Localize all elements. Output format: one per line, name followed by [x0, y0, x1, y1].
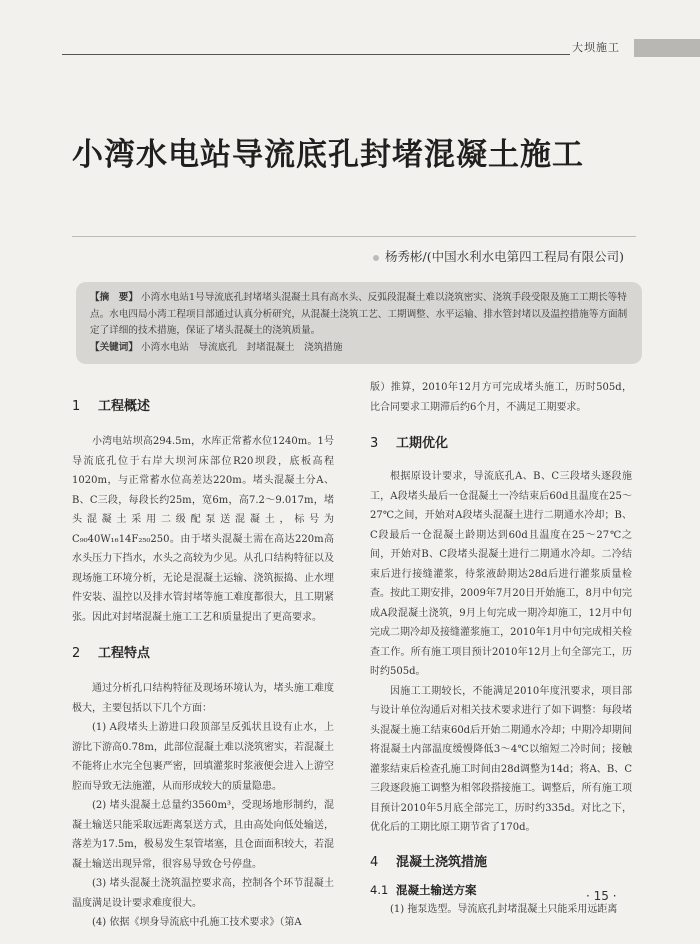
continued-para: 版）推算，2010年12月方可完成堵头施工，历时505d，比合同要求工期滞后约6个月，不满足工期要求。 — [370, 382, 632, 413]
section-3-para-2: 因施工工期较长，不能满足2010年度汛要求，项目部与设计单位沟通后对相关技术要求进行了如下调整：每段堵头混凝土施工结束60d后开始二期通水冷却；中期冷却期间将混凝土内部温度缓慢降低3～4℃以缩短二冷时间；接触灌浆结束后检查孔施工时间由28d调整为14d；将A、B、C三段逐段施工调整为相邻段搭接施工。调整后，所有施工项目预计2010年5月底全部完工，历时约335d。对比之下，优化后的工期比原工期节省了170d。 — [370, 685, 632, 833]
abstract-text: 小湾水电站1号导流底孔封堵堵头混凝土具有高水头、反弧段混凝土难以浇筑密实、浇筑手段受限及施工工期长等特点。水电四局小湾工程项目部通过认真分析研究，从混凝土浇筑工艺、工期调整、水平运输、排水管封堵以及温控措施等方面制定了详细的技术措施，保证了堵头混凝土的浇筑质量。 — [90, 292, 628, 336]
section-2-para-2: (1) A段堵头上游进口段顶部呈反弧状且设有止水，上游比下游高0.78m，此部位混凝土难以浇筑密实，若混凝土不能将止水完全包裹严密，回填灌浆时浆液便会进入上游空腔而导致无法施灌，从而形成较大的质量隐患。 — [72, 722, 334, 792]
byline — [373, 248, 643, 266]
section-2-para-1: 通过分析孔口结构特征及现场环境认为，堵头施工难度极大，主要包括以下几个方面： — [72, 683, 334, 714]
section-1-heading: 1 工程概述 — [72, 399, 151, 414]
section-4-1-heading: 4.1 混凝土输送方案 — [370, 882, 477, 897]
keywords-text: 小湾水电站 导流底孔 封堵混凝土 浇筑措施 — [141, 341, 343, 353]
section-2-para-5: (4) 依据《坝身导流底中孔施工技术要求》（第A — [92, 917, 302, 928]
page-number: · 15 · — [586, 889, 617, 903]
title-rule — [72, 236, 636, 237]
abstract — [90, 290, 628, 340]
author-affiliation: 杨秀彬/(中国水利水电第四工程局有限公司) — [385, 249, 624, 264]
left-column — [72, 378, 334, 933]
section-3-para-1: 根据原设计要求，导流底孔A、B、C三段堵头逐段施工，A段堵头最后一仓混凝土一冷结束后60d且温度在25～27℃之间，开始对A段堵头混凝土进行二期通水冷却；B、C段最后一仓混凝土龄期达到60d且温度在25～27℃之间，开始对B、C段堵头混凝土进行二期通水冷却。二冷结束后进行接缝灌浆，待浆液龄期达28d后进行灌浆质量检查。按此工期安排，2009年7月20日开始施工，8月中旬完成A段混凝土浇筑，9月上旬完成一期冷却施工，12月中旬完成二期冷却及接缝灌浆施工，2010年1月中旬完成相关检查工作。所有施工项目预计2010年12月上旬全部完工，历时约505d。 — [370, 471, 632, 677]
section-tag: 大坝施工 — [572, 41, 620, 54]
bullet-dot-icon — [373, 255, 379, 261]
section-2-heading: 2 工程特点 — [72, 646, 151, 661]
header-rule — [62, 54, 570, 55]
header-gray-block — [634, 39, 700, 57]
section-4-1-para-1: (1) 拖泵选型。导流底孔封堵混凝土只能采用远距离 — [390, 903, 618, 915]
section-4-heading: 4 混凝土浇筑措施 — [370, 854, 488, 870]
keywords-label: 【关键词】 — [90, 341, 138, 353]
right-column — [370, 378, 632, 919]
article-title: 小湾水电站导流底孔封堵混凝土施工 — [72, 137, 584, 173]
abstract-label: 【摘 要】 — [90, 292, 138, 303]
section-1-para-1: 小湾电站坝高294.5m，水库正常蓄水位1240m。1号导流底孔位于右岸大坝河床部位R20坝段，底板高程1020m，与正常蓄水位高差达220m。堵头混凝土分A、B、C三段，每段长约25m，宽6m，高7.2～9.017m，堵头混凝土采用二级配泵送混凝土，标号为C₉₀40W₁₆14F₂₅₀250。由于堵头混凝土需在高达220m高水头压力下挡水，水头之高较为少见。从孔口结构特征以及现场施工环境分析，无论是混凝土运输、浇筑振捣、止水埋件安装、温控以及排水管封堵等施工难度都很大，且工期紧张。因此对封堵混凝土施工工艺和质量提出了更高要求。 — [72, 436, 334, 623]
section-2-para-3: (2) 堵头混凝土总量约3560m³，受现场地形制约，混凝土输送只能采取远距离泵送方式，且由高处向低处输送，落差为17.5m，极易发生泵管堵塞，且仓面面积较大，若混凝土输送出现异常，很容易导致仓号停盘。 — [72, 800, 334, 870]
abstract-box — [76, 282, 642, 364]
keywords — [90, 340, 628, 357]
section-3-heading: 3 工期优化 — [370, 436, 449, 451]
section-2-para-4: (3) 堵头混凝土浇筑温控要求高，控制各个环节混凝土温度满足设计要求难度很大。 — [72, 878, 334, 909]
